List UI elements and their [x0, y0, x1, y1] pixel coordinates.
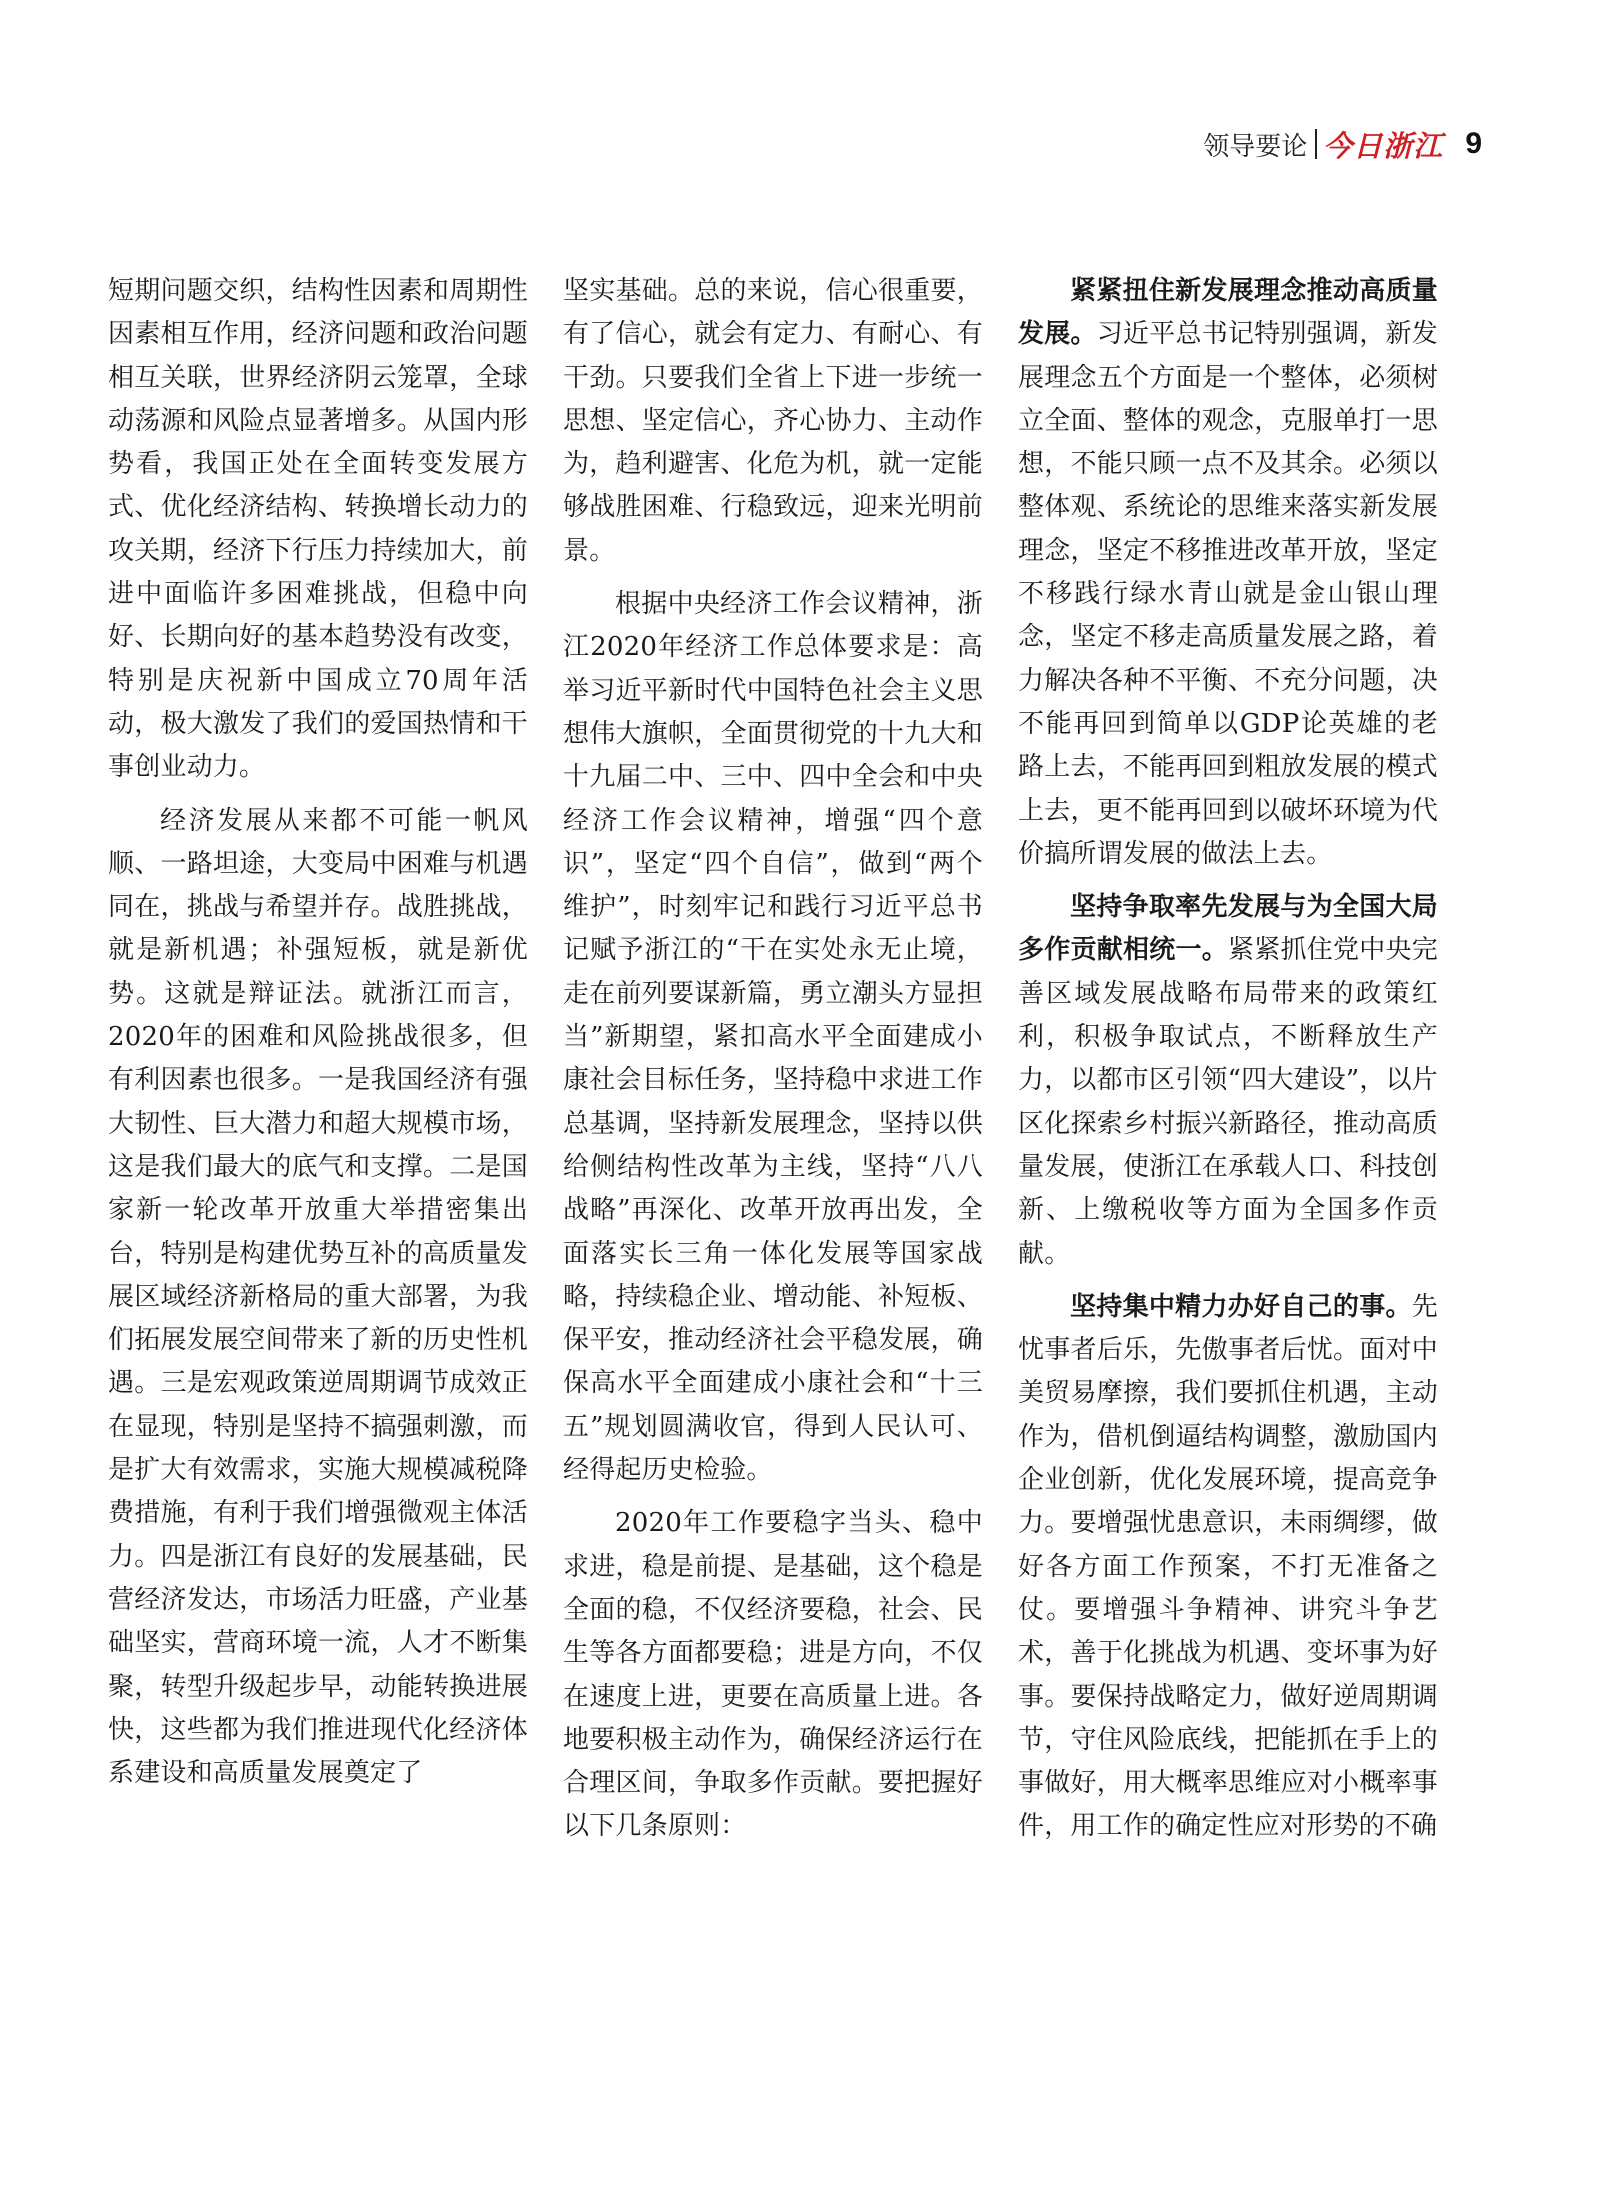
- paragraph: [1018, 886, 1438, 1276]
- paragraph: 坚实基础。总的来说，信心很重要，有了信心，就会有定力、有耐心、有干劲。只要我们全省上下进一步统一思想、坚定信心，齐心协力、主动作为，趋利避害、化危为机，就一定能够战胜困难、行稳致远，迎来光明前景。: [563, 276, 983, 566]
- paragraph-lead: 坚持争取率先发展与为全国大局多作贡献相统一。: [1018, 892, 1438, 966]
- article-body: [108, 270, 1438, 1950]
- paragraph: 短期问题交织，结构性因素和周期性因素相互作用，经济问题和政治问题相互关联，世界经济阴云笼罩，全球动荡源和风险点显著增多。从国内形势看，我国正处在全面转变发展方式、优化经济结构、转换增长动力的攻关期，经济下行压力持续加大，前进中面临许多困难挑战，但稳中向好、长期向好的基本趋势没有改变，特别是庆祝新中国成立70周年活动，极大激发了我们的爱国热情和干事创业动力。: [108, 276, 528, 783]
- section-label: 领导要论: [1203, 131, 1308, 162]
- paragraph-lead: 坚持集中精力办好自己的事。: [1070, 1291, 1412, 1322]
- paragraph-text: 习近平总书记特别强调，新发展理念五个方面是一个整体，必须树立全面、整体的观念，克服单打一思想，不能只顾一点不及其余。必须以整体观、系统论的思维来落实新发展理念，坚定不移推进改革开放，坚定不移践行绿水青山就是金山银山理念，坚定不移走高质量发展之路，着力解决各种不平衡、不充分问题，决不能再回到简单以GDP论英雄的老路上去，不能再回到粗放发展的模式上去，更不能再回到以破坏环境为代价搞所谓发展的做法上去。: [1018, 319, 1438, 869]
- header-divider: [1315, 129, 1317, 159]
- column-1: [108, 270, 528, 1950]
- brand-logo: 今日浙江: [1323, 128, 1444, 163]
- page-header: [1203, 122, 1482, 166]
- page-number: 9: [1465, 127, 1482, 160]
- column-3: [1018, 270, 1438, 1950]
- paragraph: 根据中央经济工作会议精神，浙江2020年经济工作总体要求是：高举习近平新时代中国特色社会主义思想伟大旗帜，全面贯彻党的十九大和十九届二中、三中、四中全会和中央经济工作会议精神，增强“四个意识”，坚定“四个自信”，做到“两个维护”，时刻牢记和践行习近平总书记赋予浙江的“干在实处永无止境，走在前列要谋新篇，勇立潮头方显担当”新期望，紧扣高水平全面建成小康社会目标任务，坚持稳中求进工作总基调，坚持新发展理念，坚持以供给侧结构性改革为主线，坚持“八八战略”再深化、改革开放再出发，全面落实长三角一体化发展等国家战略，持续稳企业、增动能、补短板、保平安，推动经济社会平稳发展，确保高水平全面建成小康社会和“十三五”规划圆满收官，得到人民认可、经得起历史检验。: [563, 589, 983, 1486]
- paragraph: [1018, 1286, 1438, 1849]
- paragraph-lead: 紧紧扭住新发展理念推动高质量发展。: [1018, 276, 1438, 350]
- paragraph: 2020年工作要稳字当头、稳中求进，稳是前提、是基础，这个稳是全面的稳，不仅经济要稳，社会、民生等各方面都要稳；进是方向，不仅在速度上进，更要在高质量上进。各地要积极主动作为，确保经济运行在合理区间，争取多作贡献。要把握好以下几条原则：: [563, 1508, 983, 1842]
- paragraph: 经济发展从来都不可能一帆风顺、一路坦途，大变局中困难与机遇同在，挑战与希望并存。战胜挑战，就是新机遇；补强短板，就是新优势。这就是辩证法。就浙江而言，2020年的困难和风险挑战很多，但有利因素也很多。一是我国经济有强大韧性、巨大潜力和超大规模市场，这是我们最大的底气和支撑。二是国家新一轮改革开放重大举措密集出台，特别是构建优势互补的高质量发展区域经济新格局的重大部署，为我们拓展发展空间带来了新的历史性机遇。三是宏观政策逆周期调节成效正在显现，特别是坚持不搞强刺激，而是扩大有效需求，实施大规模减税降费措施，有利于我们增强微观主体活力。四是浙江有良好的发展基础，民营经济发达，市场活力旺盛，产业基础坚实，营商环境一流，人才不断集聚，转型升级起步早，动能转换进展快，这些都为我们推进现代化经济体系建设和高质量发展奠定了: [108, 805, 528, 1789]
- column-2: [563, 270, 983, 1950]
- paragraph-text: 紧紧抓住党中央完善区域发展战略布局带来的政策红利，积极争取试点，不断释放生产力，以都市区引领“四大建设”，以片区化探索乡村振兴新路径，推动高质量发展，使浙江在承载人口、科技创新、上缴税收等方面为全国多作贡献。: [1018, 935, 1438, 1269]
- paragraph: [1018, 270, 1438, 876]
- paragraph-text: 先忧事者后乐，先傲事者后忧。面对中美贸易摩擦，我们要抓住机遇，主动作为，借机倒逼结构调整，激励国内企业创新，优化发展环境，提高竞争力。要增强忧患意识，未雨绸缪，做好各方面工作预案，不打无准备之仗。要增强斗争精神、讲究斗争艺术，善于化挑战为机遇、变坏事为好事。要保持战略定力，做好逆周期调节，守住风险底线，把能抓在手上的事做好，用大概率思维应对小概率事件，用工作的确定性应对形势的不确: [1018, 1291, 1438, 1842]
